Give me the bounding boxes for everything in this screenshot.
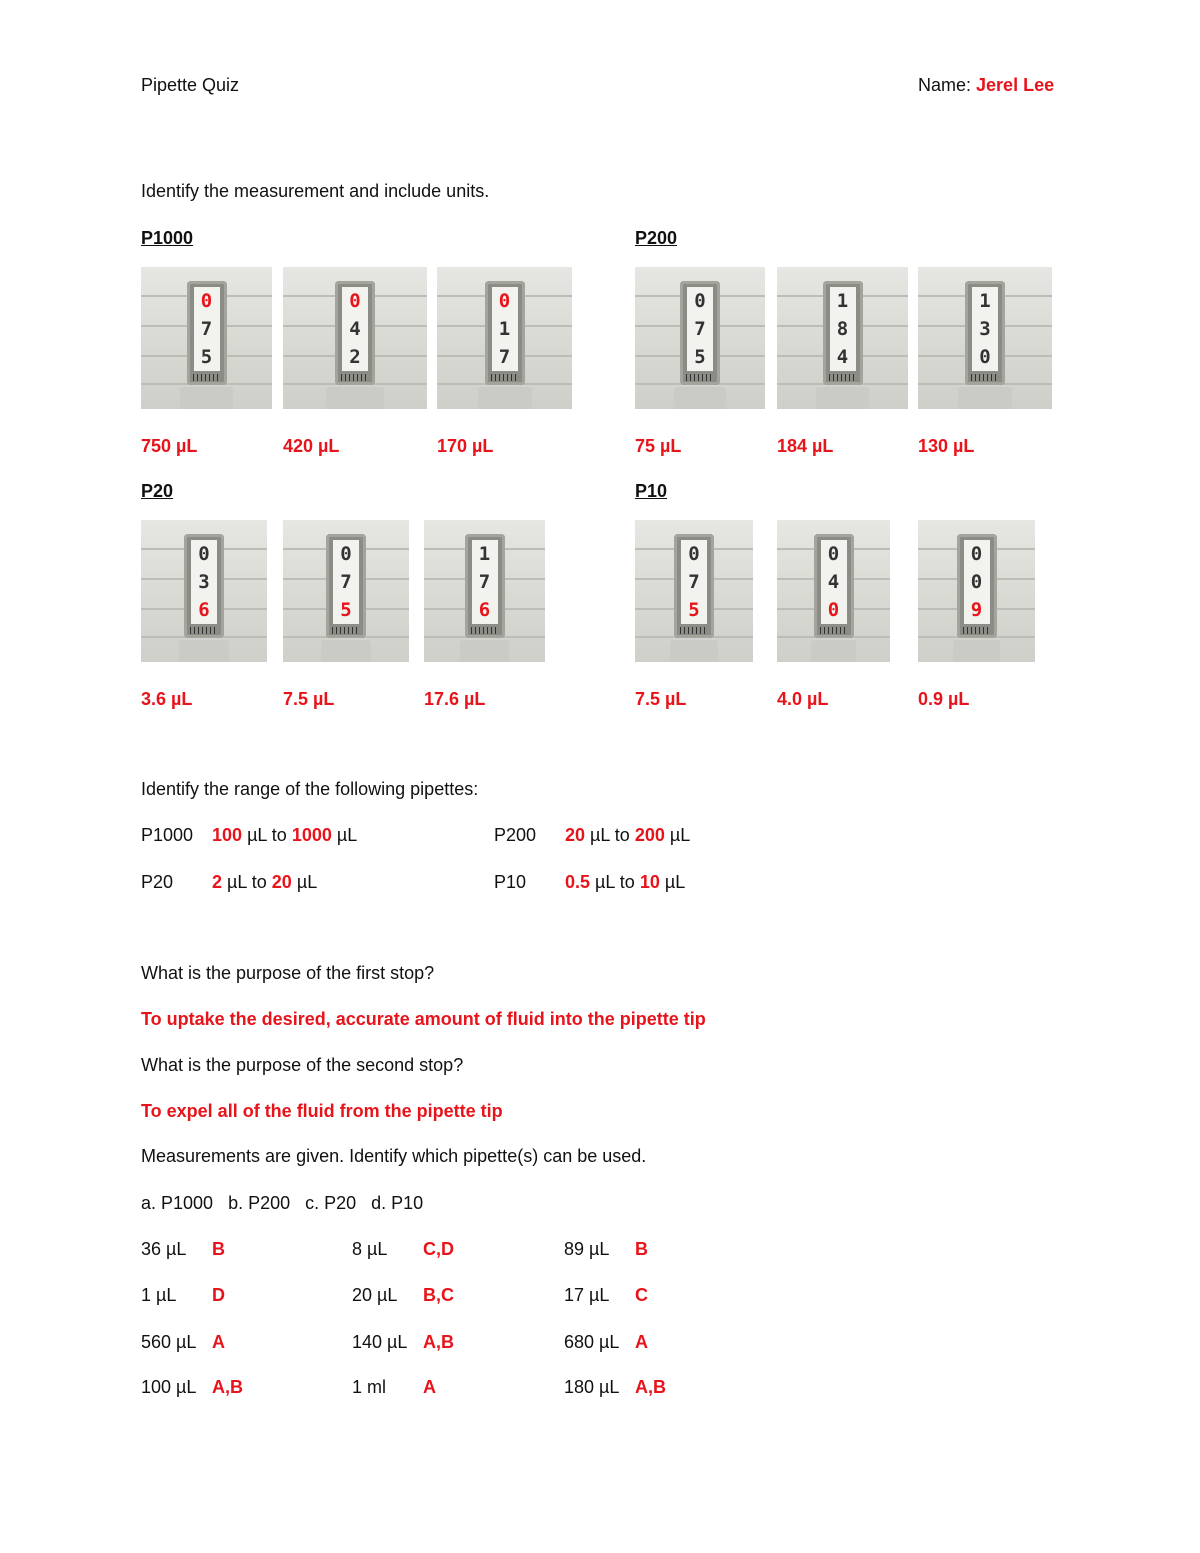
dial-base: [478, 387, 532, 409]
measurement-answer: 420 µL: [283, 436, 340, 456]
dial-digit: 0: [979, 346, 991, 368]
measurement-answer: 750 µL: [141, 436, 198, 456]
selection-answer: B,C: [423, 1285, 454, 1305]
dial-drum: [821, 540, 847, 624]
pipette-dial-image: [283, 520, 409, 662]
dial-digit: 0: [688, 543, 700, 565]
dial-digit: 8: [836, 318, 849, 340]
page-title: Pipette Quiz: [141, 75, 240, 95]
dial-base: [811, 640, 856, 662]
range-answer: 100 µL to 1000 µL: [212, 825, 358, 845]
dial-base: [953, 640, 1000, 662]
question-first-stop: What is the purpose of the first stop?: [141, 963, 435, 983]
range-pipette-name: P20: [141, 872, 174, 892]
dial-digit: 7: [688, 571, 700, 593]
question-second-stop: What is the purpose of the second stop?: [141, 1055, 464, 1075]
dial-drum: [194, 287, 220, 371]
dial-digit: 5: [688, 599, 700, 621]
pipette-dial-image: [777, 267, 908, 409]
dial-drum: [333, 540, 359, 624]
measurement-answer: 7.5 µL: [283, 689, 335, 709]
selection-answer: A,B: [635, 1377, 666, 1397]
dial-digit: 9: [970, 599, 983, 621]
dial-digit: 1: [836, 290, 849, 312]
dial-base: [674, 387, 726, 409]
pipette-dial-image: [141, 520, 267, 662]
range-pipette-name: P10: [494, 872, 527, 892]
selection-answer: B: [635, 1239, 648, 1259]
dial-scale: [820, 627, 848, 634]
dial-window: [187, 281, 227, 385]
dial-digit: 5: [694, 346, 706, 368]
dial-digit: 0: [827, 543, 840, 565]
dial-digit: 0: [198, 543, 210, 565]
selection-measurement: 17 µL: [564, 1285, 610, 1305]
selection-measurement: 100 µL: [141, 1377, 197, 1397]
dial-digit: 7: [694, 318, 706, 340]
dial-drum: [191, 540, 217, 624]
dial-digit: 0: [970, 543, 983, 565]
dial-digit: 0: [694, 290, 706, 312]
dial-base: [180, 387, 232, 409]
dial-digit: 0: [200, 290, 213, 312]
dial-window: [465, 534, 505, 638]
selection-answer: C,D: [423, 1239, 454, 1259]
measurement-answer: 17.6 µL: [424, 689, 486, 709]
selection-prompt: Measurements are given. Identify which pipette(s) can be used.: [141, 1146, 647, 1166]
pipette-dial-image: [424, 520, 545, 662]
measurement-answer: 3.6 µL: [141, 689, 193, 709]
dial-window: [184, 534, 224, 638]
pipette-dial-image: [635, 520, 753, 662]
dial-scale: [341, 374, 369, 381]
dial-drum: [972, 287, 998, 371]
dial-base: [179, 640, 229, 662]
dial-window: [814, 534, 854, 638]
dial-digit: 7: [200, 318, 213, 340]
selection-answer: A: [635, 1332, 648, 1352]
dial-base: [816, 387, 868, 409]
measurement-answer: 170 µL: [437, 436, 494, 456]
selection-answer: A: [423, 1377, 436, 1397]
dial-drum: [830, 287, 856, 371]
dial-base: [326, 387, 384, 409]
dial-scale: [332, 627, 360, 634]
range-prompt: Identify the range of the following pipettes:: [141, 779, 479, 799]
pipette-dial-image: [283, 267, 427, 409]
measurement-answer: 0.9 µL: [918, 689, 970, 709]
range-answer: 0.5 µL to 10 µL: [565, 872, 686, 892]
dial-digit: 1: [498, 318, 511, 340]
selection-measurement: 89 µL: [564, 1239, 610, 1259]
selection-answer: C: [635, 1285, 648, 1305]
answer-second-stop: To expel all of the fluid from the pipette tip: [141, 1101, 503, 1121]
dial-digit: 5: [340, 599, 352, 621]
range-pipette-name: P1000: [141, 825, 194, 845]
dial-digit: 0: [498, 290, 511, 312]
dial-window: [335, 281, 375, 385]
dial-drum: [687, 287, 713, 371]
selection-answer: A: [212, 1332, 225, 1352]
measurement-answer: 184 µL: [777, 436, 834, 456]
dial-digit: 4: [349, 318, 361, 340]
selection-measurement: 140 µL: [352, 1332, 408, 1352]
selection-measurement: 1 ml: [352, 1377, 387, 1397]
dial-digit: 4: [836, 346, 849, 368]
range-pipette-name: P200: [494, 825, 537, 845]
range-answer: 20 µL to 200 µL: [565, 825, 691, 845]
dial-digit: 7: [478, 571, 491, 593]
answer-first-stop: To uptake the desired, accurate amount of fluid into the pipette tip: [141, 1009, 706, 1029]
dial-base: [460, 640, 508, 662]
dial-digit: 7: [340, 571, 352, 593]
measurement-answer: 7.5 µL: [635, 689, 687, 709]
range-answer: 2 µL to 20 µL: [212, 872, 318, 892]
group-label-p20: P20: [141, 481, 174, 501]
dial-window: [680, 281, 720, 385]
pipette-dial-image: [918, 520, 1035, 662]
student-name: Jerel Lee: [976, 75, 1055, 95]
dial-digit: 1: [979, 290, 991, 312]
dial-base: [321, 640, 371, 662]
dial-drum: [342, 287, 368, 371]
dial-scale: [491, 374, 519, 381]
name-label: Name:: [918, 75, 972, 95]
pipette-dial-image: [437, 267, 572, 409]
dial-scale: [193, 374, 221, 381]
dial-scale: [963, 627, 991, 634]
selection-measurement: 20 µL: [352, 1285, 398, 1305]
dial-window: [485, 281, 525, 385]
dial-digit: 3: [979, 318, 991, 340]
dial-digit: 0: [349, 290, 361, 312]
pipette-dial-image: [777, 520, 890, 662]
dial-base: [670, 640, 717, 662]
group-label-p10: P10: [635, 481, 668, 501]
group-label-p1000: P1000: [141, 228, 194, 248]
selection-answer: A,B: [423, 1332, 454, 1352]
dial-scale: [829, 374, 857, 381]
pipette-dial-image: [635, 267, 765, 409]
selection-answer: D: [212, 1285, 225, 1305]
pipette-dial-image: [141, 267, 272, 409]
selection-answer: B: [212, 1239, 225, 1259]
selection-measurement: 36 µL: [141, 1239, 187, 1259]
selection-measurement: 1 µL: [141, 1285, 177, 1305]
dial-window: [957, 534, 997, 638]
dial-digit: 0: [340, 543, 352, 565]
dial-base: [958, 387, 1012, 409]
selection-options: a. P1000 b. P200 c. P20 d. P10: [141, 1193, 424, 1213]
dial-digit: 6: [478, 599, 491, 621]
dial-window: [823, 281, 863, 385]
dial-window: [674, 534, 714, 638]
dial-digit: 2: [349, 346, 361, 368]
dial-drum: [492, 287, 518, 371]
dial-digit: 7: [498, 346, 511, 368]
dial-window: [965, 281, 1005, 385]
selection-measurement: 680 µL: [564, 1332, 620, 1352]
dial-digit: 0: [827, 599, 840, 621]
dial-scale: [680, 627, 708, 634]
pipette-dial-image: [918, 267, 1052, 409]
dial-digit: 5: [200, 346, 213, 368]
dial-digit: 3: [198, 571, 210, 593]
selection-answer: A,B: [212, 1377, 243, 1397]
selection-measurement: 560 µL: [141, 1332, 197, 1352]
dial-drum: [681, 540, 707, 624]
measurement-answer: 4.0 µL: [777, 689, 829, 709]
measurement-answer: 75 µL: [635, 436, 682, 456]
dial-scale: [471, 627, 499, 634]
instruction-measure: Identify the measurement and include units.: [141, 181, 490, 201]
dial-drum: [472, 540, 498, 624]
dial-digit: 4: [827, 571, 840, 593]
selection-measurement: 8 µL: [352, 1239, 388, 1259]
dial-digit: 0: [970, 571, 983, 593]
dial-drum: [964, 540, 990, 624]
selection-measurement: 180 µL: [564, 1377, 620, 1397]
measurement-answer: 130 µL: [918, 436, 975, 456]
dial-digit: 6: [198, 599, 210, 621]
name-field: [918, 75, 1054, 96]
dial-scale: [686, 374, 714, 381]
dial-window: [326, 534, 366, 638]
dial-scale: [971, 374, 999, 381]
dial-scale: [190, 627, 218, 634]
group-label-p200: P200: [635, 228, 678, 248]
dial-digit: 1: [478, 543, 491, 565]
